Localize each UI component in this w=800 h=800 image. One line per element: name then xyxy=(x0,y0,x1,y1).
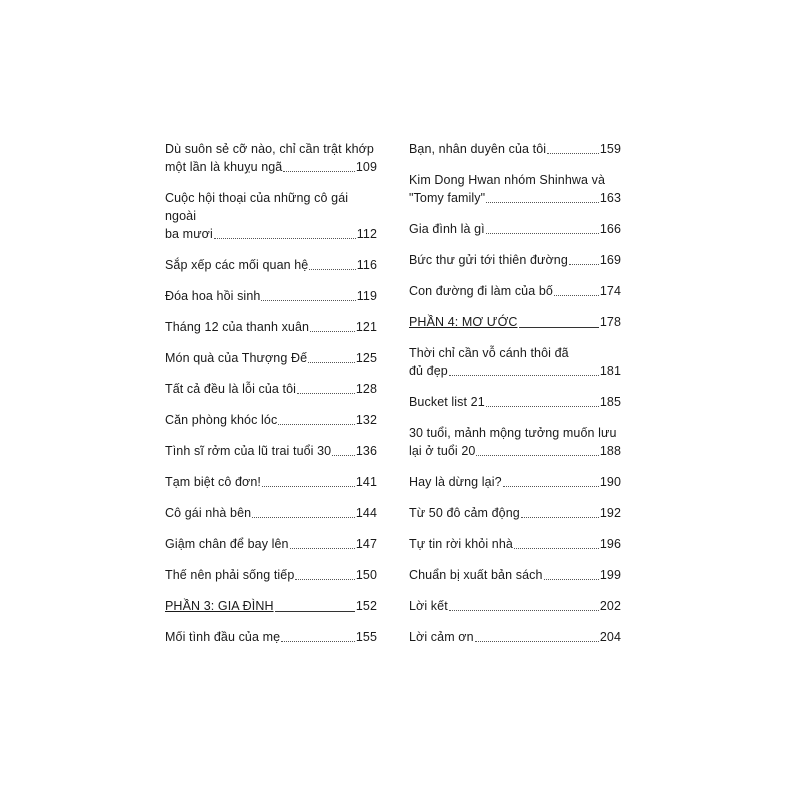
dot-leader xyxy=(547,153,599,154)
toc-entry xyxy=(409,535,621,553)
toc-entry xyxy=(409,171,621,207)
toc-page-number: 125 xyxy=(355,351,377,365)
toc-entry-title: Mối tình đầu của mẹ xyxy=(165,630,281,644)
toc-page-number: 166 xyxy=(599,222,621,236)
dot-leader xyxy=(449,610,599,611)
toc-entry xyxy=(165,411,377,429)
toc-entry-title: một lần là khuỵu ngã xyxy=(165,160,283,174)
toc-entry-title: Chuẩn bị xuất bản sách xyxy=(409,568,543,582)
toc-entry-title: Căn phòng khóc lóc xyxy=(165,413,278,427)
dot-leader xyxy=(295,579,354,580)
dot-leader xyxy=(486,202,599,203)
toc-entry-title: Từ 50 đô cảm động xyxy=(409,506,520,520)
toc-entry-title: Cô gái nhà bên xyxy=(165,506,252,520)
dot-leader xyxy=(310,331,355,332)
toc-page-number: 204 xyxy=(599,630,621,644)
toc-page-number: 169 xyxy=(599,253,621,267)
toc-entry-title: Bức thư gửi tới thiên đường xyxy=(409,253,568,267)
toc-entry xyxy=(165,566,377,584)
toc-entry-title: Tháng 12 của thanh xuân xyxy=(165,320,310,334)
toc-page-number: 109 xyxy=(355,160,377,174)
dot-leader xyxy=(486,406,599,407)
toc-entry xyxy=(409,282,621,300)
toc-entry-title: Sắp xếp các mối quan hệ xyxy=(165,258,309,272)
toc-page-number: 178 xyxy=(599,315,621,329)
dot-leader xyxy=(486,233,599,234)
toc-entry xyxy=(165,256,377,274)
toc-entry-title: Lời cảm ơn xyxy=(409,630,474,644)
toc-page-number: 192 xyxy=(599,506,621,520)
dot-leader xyxy=(332,455,355,456)
toc-entry xyxy=(165,140,377,176)
toc-page-number: 155 xyxy=(355,630,377,644)
toc-entry-title: Giậm chân để bay lên xyxy=(165,537,289,551)
dot-leader xyxy=(262,486,355,487)
dot-leader xyxy=(514,548,599,549)
toc-entry xyxy=(409,140,621,158)
toc-page-number: 152 xyxy=(355,599,377,613)
toc-left-column xyxy=(165,140,377,659)
toc-entry-title: Gia đình là gì xyxy=(409,222,485,236)
toc-entry xyxy=(165,504,377,522)
dot-leader xyxy=(569,264,599,265)
toc-entry-title: Bạn, nhân duyên của tôi xyxy=(409,142,547,156)
toc-entry-title-line: Cuộc hội thoại của những cô gái ngoài xyxy=(165,191,349,223)
toc-page-number: 185 xyxy=(599,395,621,409)
toc-right-column xyxy=(409,140,621,659)
toc-entry-title: Tạm biệt cô đơn! xyxy=(165,475,261,489)
toc-entry xyxy=(165,287,377,305)
toc-entry-title-line: Kim Dong Hwan nhóm Shinhwa và xyxy=(409,173,606,187)
dot-leader xyxy=(261,300,355,301)
dot-leader xyxy=(309,269,355,270)
toc-entry xyxy=(165,318,377,336)
toc-page-number: 119 xyxy=(356,289,377,303)
toc-entry-title-line: Dù suôn sẻ cỡ nào, chỉ cần trật khớp xyxy=(165,142,374,156)
toc-entry xyxy=(409,344,621,380)
dot-leader xyxy=(449,375,599,376)
toc-entry-title: Thế nên phải sống tiếp xyxy=(165,568,295,582)
toc-entry-title-line: Thời chỉ cần vỗ cánh thôi đã xyxy=(409,346,569,360)
toc-entry xyxy=(409,220,621,238)
toc-section-heading xyxy=(409,313,621,331)
toc-entry-title: PHẦN 4: MƠ ƯỚC xyxy=(409,315,518,329)
toc-entry-title: PHẦN 3: GIA ĐÌNH xyxy=(165,599,274,613)
dot-leader xyxy=(278,424,355,425)
dot-leader xyxy=(275,611,355,612)
toc-entry-title: Món quà của Thượng Đế xyxy=(165,351,308,365)
dot-leader xyxy=(252,517,355,518)
toc-page-number: 147 xyxy=(355,537,377,551)
toc-entry xyxy=(165,349,377,367)
toc-section-heading xyxy=(165,597,377,615)
dot-leader xyxy=(308,362,355,363)
toc-page-number: 188 xyxy=(599,444,621,458)
toc-page-number: 150 xyxy=(355,568,377,582)
toc-entry xyxy=(165,442,377,460)
dot-leader xyxy=(281,641,355,642)
dot-leader xyxy=(544,579,599,580)
toc-entry xyxy=(409,393,621,411)
toc-page-number: 190 xyxy=(599,475,621,489)
toc-entry xyxy=(409,504,621,522)
toc-page-number: 163 xyxy=(599,191,621,205)
toc-entry-title: Tình sĩ rởm của lũ trai tuổi 30 xyxy=(165,444,332,458)
dot-leader xyxy=(297,393,355,394)
toc-entry xyxy=(409,566,621,584)
toc-page-number: 199 xyxy=(599,568,621,582)
toc-entry xyxy=(409,424,621,460)
dot-leader xyxy=(519,327,599,328)
toc-page-number: 196 xyxy=(599,537,621,551)
toc-entry-title-line: 30 tuổi, mảnh mộng tưởng muốn lưu xyxy=(409,426,617,440)
toc-entry xyxy=(165,380,377,398)
dot-leader xyxy=(283,171,354,172)
toc-entry xyxy=(409,628,621,646)
dot-leader xyxy=(521,517,599,518)
toc-entry xyxy=(409,473,621,491)
toc-page-number: 181 xyxy=(599,364,621,378)
toc-entry-title: Đóa hoa hồi sinh xyxy=(165,289,261,303)
toc-entry-title: Tự tin rời khỏi nhà xyxy=(409,537,513,551)
dot-leader xyxy=(554,295,599,296)
toc-entry-title: Hay là dừng lại? xyxy=(409,475,502,489)
toc-entry-title: Con đường đi làm của bố xyxy=(409,284,553,298)
dot-leader xyxy=(290,548,355,549)
toc-page-number: 144 xyxy=(355,506,377,520)
toc-page-number: 136 xyxy=(355,444,377,458)
dot-leader xyxy=(214,238,356,239)
dot-leader xyxy=(503,486,599,487)
toc-entry-title: "Tomy family" xyxy=(409,191,486,205)
toc-entry xyxy=(165,473,377,491)
toc-page-number: 121 xyxy=(355,320,377,334)
toc-page-number: 128 xyxy=(355,382,377,396)
toc-entry-title: Lời kết xyxy=(409,599,448,613)
toc-entry-title: lại ở tuổi 20 xyxy=(409,444,476,458)
toc-entry xyxy=(165,628,377,646)
toc-page-number: 174 xyxy=(599,284,621,298)
toc-entry-title: ba mươi xyxy=(165,227,213,241)
toc-entry-title: đủ đẹp xyxy=(409,364,448,378)
toc-entry-title: Bucket list 21 xyxy=(409,395,485,409)
dot-leader xyxy=(476,455,598,456)
toc-entry xyxy=(165,189,377,243)
toc-page-number: 159 xyxy=(599,142,621,156)
toc-entry xyxy=(409,251,621,269)
toc-entry-title: Tất cả đều là lỗi của tôi xyxy=(165,382,297,396)
toc-page-number: 141 xyxy=(355,475,377,489)
toc-page-number: 112 xyxy=(356,227,377,241)
toc-page-number: 132 xyxy=(355,413,377,427)
toc-page-number: 116 xyxy=(356,258,377,272)
dot-leader xyxy=(475,641,599,642)
toc-entry xyxy=(409,597,621,615)
toc-entry xyxy=(165,535,377,553)
toc-page-number: 202 xyxy=(599,599,621,613)
